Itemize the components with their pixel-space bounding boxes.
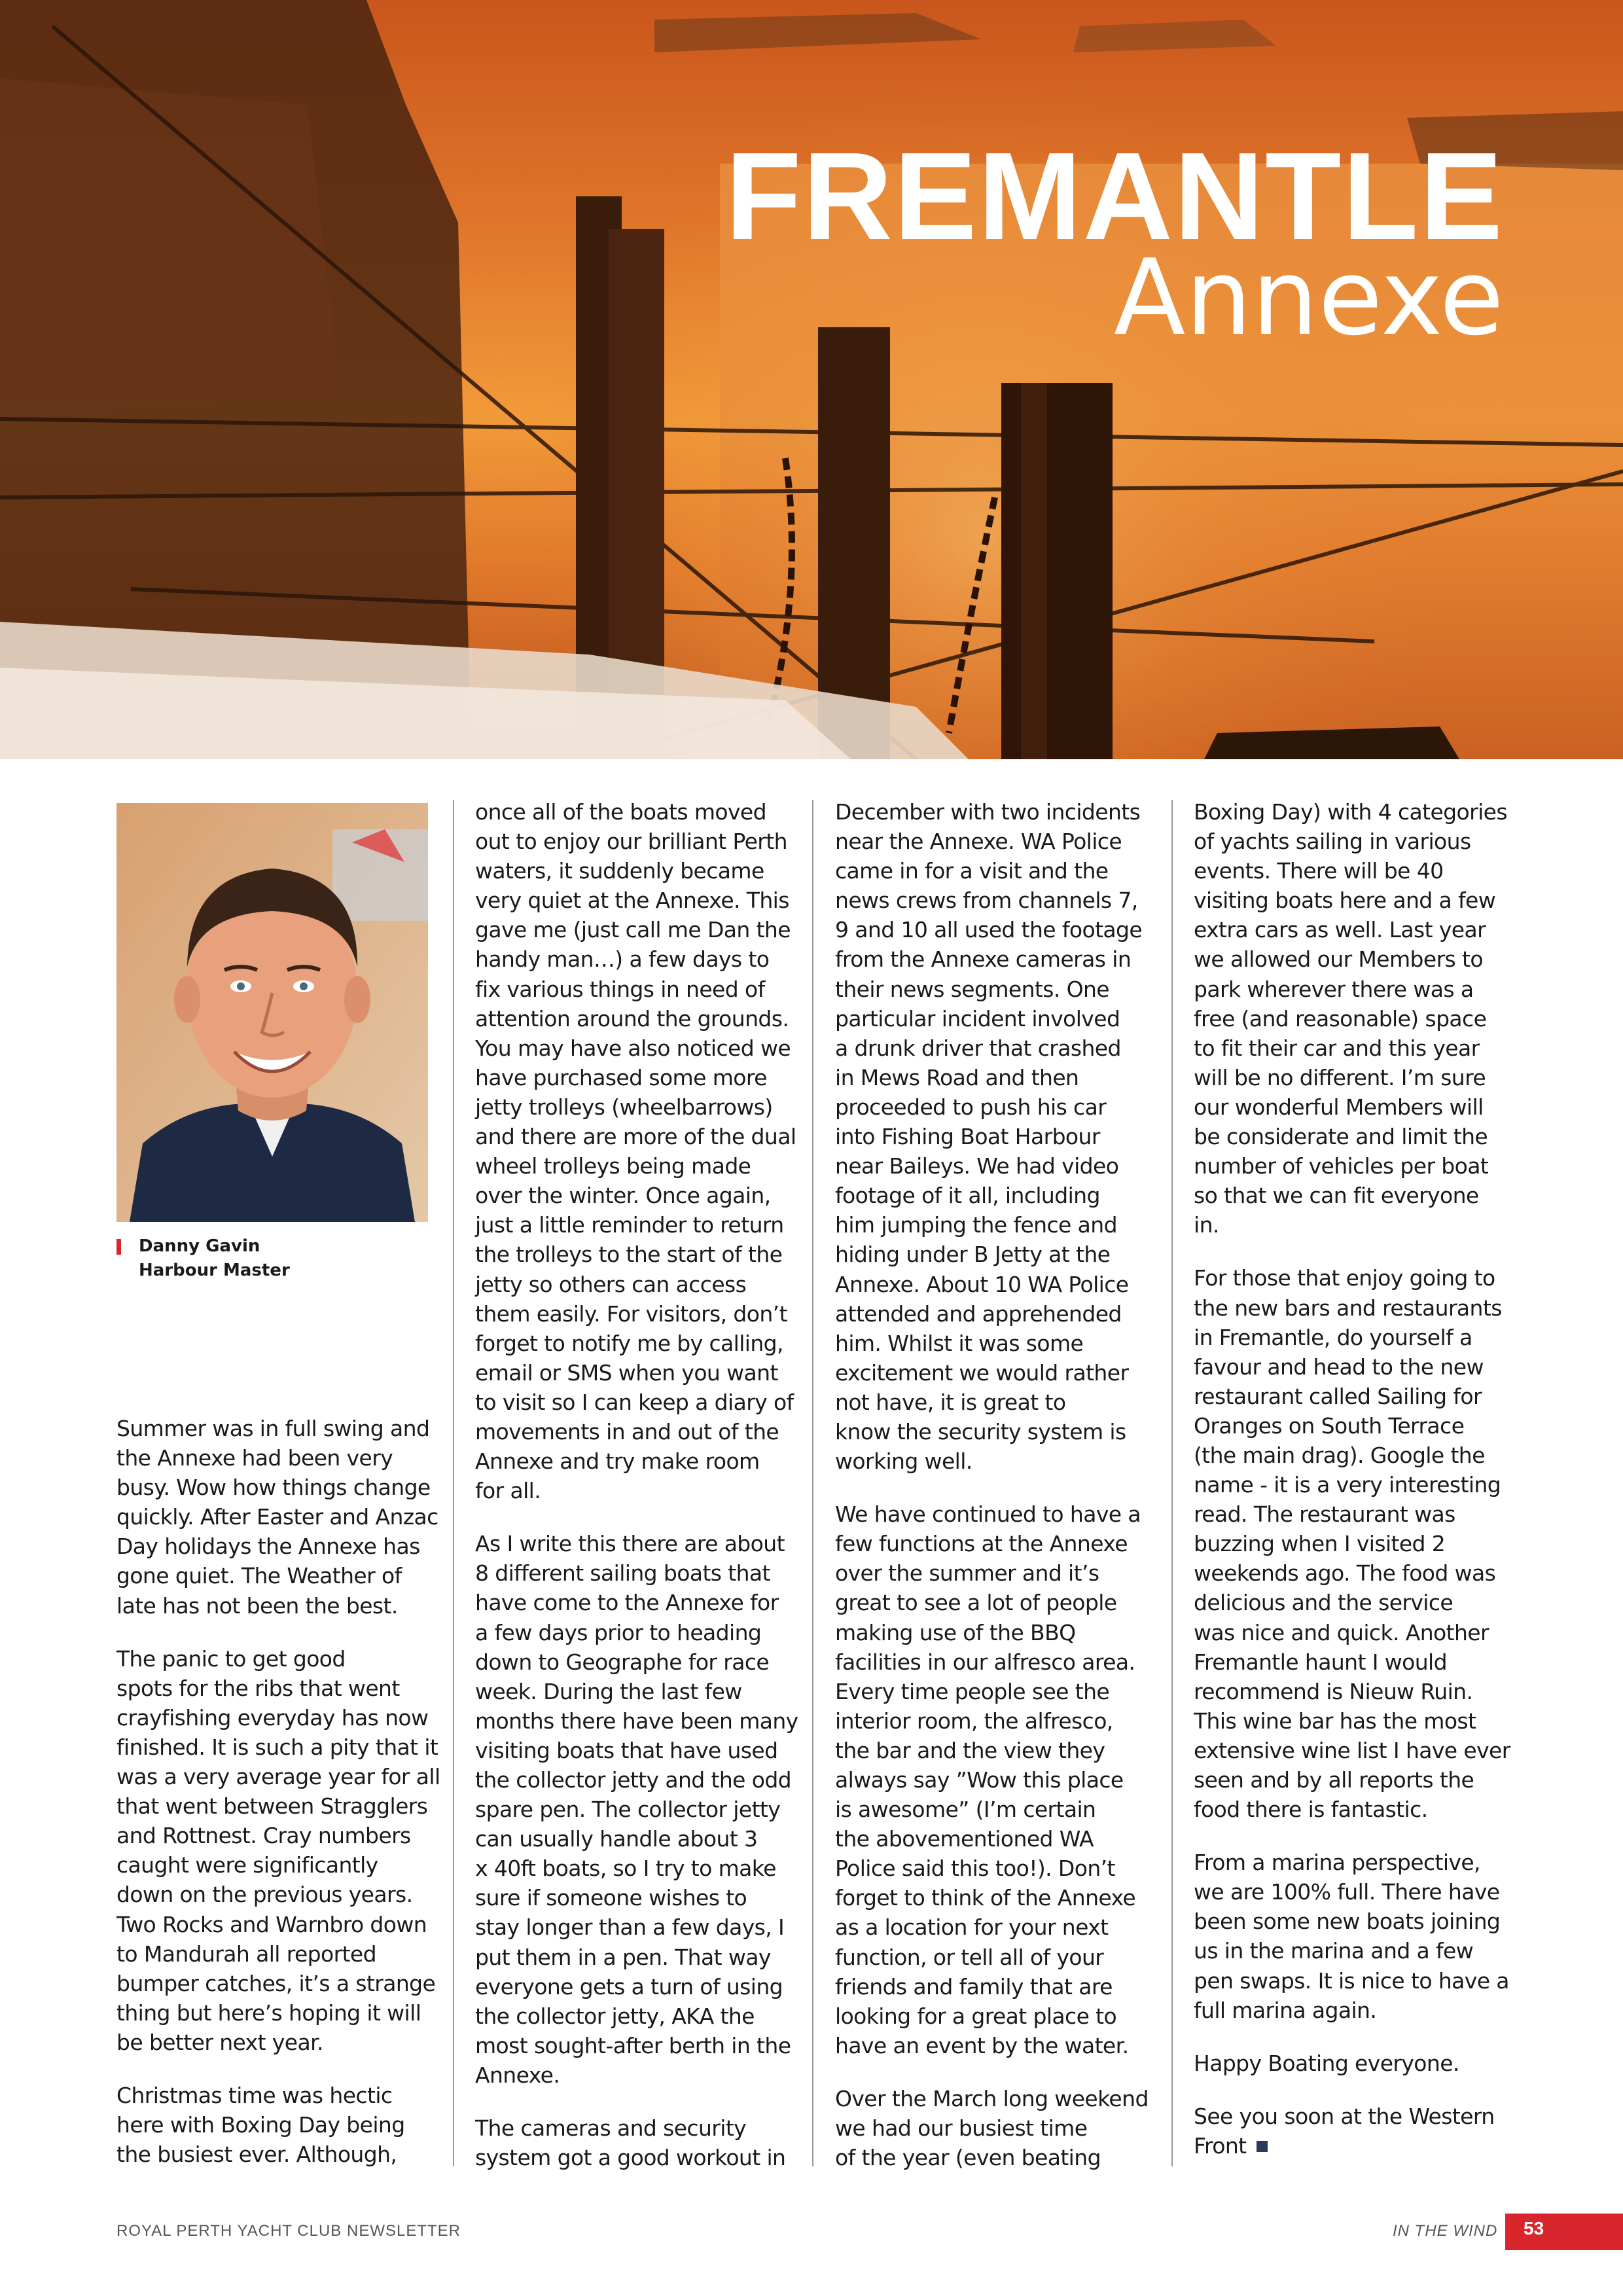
portrait-photo [116,803,428,1222]
article-paragraph [1194,2102,1508,2161]
text-line: Summer was in full swing and [116,1416,430,1441]
text-line: so that we can fit everyone [1194,1183,1479,1209]
text-line: Two Rocks and Warnbro down [116,1911,427,1937]
headline-annexe: Annexe [1113,236,1504,359]
text-line: favour and head to the new [1194,1354,1484,1380]
text-line: was a very average year for all [116,1764,440,1790]
text-line: down on the previous years. [116,1882,413,1908]
article-paragraph [1194,1848,1508,2025]
text-line: know the security system is [835,1418,1126,1444]
text-line: forget to think of the Annexe [835,1885,1136,1911]
text-line: over the summer and it’s [835,1560,1099,1587]
text-line: the new bars and restaurants [1194,1295,1502,1321]
text-line: him. Whilst it was some [835,1330,1084,1356]
text-line: week. During the last few [475,1678,742,1704]
text-line: looking for a great place to [835,2003,1117,2029]
text-line: See you soon at the Western [1194,2103,1495,2129]
marina-sunset-illustration [0,0,1623,759]
text-line: few functions at the Annexe [835,1531,1128,1557]
text-line: have purchased some more [475,1064,767,1090]
text-line: extensive wine list I have ever [1194,1737,1510,1763]
text-line: We have continued to have a [835,1501,1141,1528]
text-line: was nice and quick. Another [1194,1619,1489,1645]
text-line: thing but here’s hoping it will [116,2000,421,2026]
text-line: the bar and the view they [835,1737,1105,1763]
text-line: stay longer than a few days, I [475,1914,785,1941]
text-line: name - it is a very interesting [1194,1472,1501,1498]
text-line: Annexe and try make room [475,1448,760,1475]
text-line: Boxing Day) with 4 categories [1194,799,1507,825]
page-number-tab [1505,2214,1623,2250]
article-column-1 [116,1414,440,2169]
caption-role: Harbour Master [139,1261,290,1280]
text-line: excitement we would rather [835,1359,1129,1386]
text-line: of the year (even beating [835,2145,1101,2171]
text-line: gave me (just call me Dan the [475,917,791,943]
end-of-article-square-icon [1257,2141,1268,2152]
text-line: the collector jetty, AKA the [475,2003,755,2029]
text-line: 8 different sailing boats that [475,1560,770,1587]
text-line: December with two incidents [835,799,1141,825]
text-line: that went between Stragglers [116,1793,428,1820]
text-line: months there have been many [475,1708,798,1734]
text-line: wheel trolleys being made [475,1153,751,1179]
text-line: You may have also noticed we [475,1035,791,1061]
photo-caption [116,1234,418,1283]
text-line: the collector jetty and the odd [475,1767,792,1793]
text-line: full marina again. [1194,1997,1377,2023]
text-line: visiting boats here and a few [1194,888,1496,914]
text-line: in Mews Road and then [835,1064,1079,1090]
text-line: once all of the boats moved [475,799,766,825]
text-line: a drunk driver that crashed [835,1035,1121,1061]
text-line: handy man…) a few days to [475,946,770,973]
text-line: over the winter. Once again, [475,1183,771,1209]
text-line: waters, it suddenly became [475,858,764,884]
text-line: Annexe. [475,2062,560,2088]
text-line: visiting boats that have used [475,1737,778,1763]
text-line: As I write this there are about [475,1531,785,1557]
text-line: and Rottnest. Cray numbers [116,1823,411,1849]
caption-bar-icon [116,1239,121,1255]
text-line: park wherever there was a [1194,976,1474,1002]
text-line: sure if someone wishes to [475,1885,747,1911]
text-line: we are 100% full. There have [1194,1879,1500,1905]
text-line: down to Geographe for race [475,1649,770,1675]
footer-section: IN THE WIND [1393,2222,1498,2240]
text-line: interior room, the alfresco, [835,1708,1113,1734]
text-line: be better next year. [116,2029,323,2055]
column-divider [812,800,813,2166]
text-line: our wonderful Members will [1194,1094,1484,1120]
text-line: delicious and the service [1194,1590,1454,1616]
text-line: Oranges on South Terrace [1194,1412,1465,1439]
text-line: very quiet at the Annexe. This [475,888,789,914]
text-line: been some new boats joining [1194,1909,1501,1935]
text-line: have come to the Annexe for [475,1590,779,1616]
text-line: spare pen. The collector jetty [475,1797,781,1823]
text-line: free (and reasonable) space [1194,1005,1487,1031]
text-line: not have, it is great to [835,1389,1066,1415]
text-line: gone quiet. The Weather of [116,1563,402,1589]
text-line: recommend is Nieuw Ruin. [1194,1678,1473,1704]
text-line: most sought-after berth in the [475,2032,791,2058]
text-line: we had our busiest time [835,2115,1088,2142]
text-line: extra cars as well. Last year [1194,917,1486,943]
text-line: pen swaps. It is nice to have a [1194,1967,1509,1994]
text-line: attention around the grounds. [475,1005,789,1031]
text-line: function, or tell all of your [835,1944,1104,1970]
text-line: crayfishing everyday has now [116,1704,429,1731]
text-line: events. There will be 40 [1194,858,1444,884]
footer-publication: ROYAL PERTH YACHT CLUB NEWSLETTER [116,2222,461,2240]
text-line: For those that enjoy going to [1194,1265,1495,1291]
text-line: food there is fantastic. [1194,1797,1428,1823]
column-divider [1171,800,1173,2166]
text-line: came in for a visit and the [835,858,1109,884]
text-line: making use of the BBQ [835,1619,1076,1645]
text-line: friends and family that are [835,1973,1113,2000]
column-divider [453,800,454,2166]
text-line: the abovementioned WA [835,1826,1094,1852]
text-line: spots for the ribs that went [116,1675,400,1701]
hero-photo-marina-sunset [0,0,1623,759]
text-line: The cameras and security [475,2115,747,2142]
text-line: from the Annexe cameras in [835,946,1132,973]
text-line: put them in a pen. That way [475,1944,771,1970]
text-line: will be no different. I’m sure [1194,1064,1486,1090]
text-line: email or SMS when you want [475,1359,778,1386]
text-line: great to see a lot of people [835,1590,1117,1616]
text-line: fix various things in need of [475,976,765,1002]
text-line: Happy Boating everyone. [1194,2050,1459,2076]
article-paragraph [475,2113,789,2172]
text-line: in Fremantle, do yourself a [1194,1324,1472,1350]
text-line: him jumping the fence and [835,1212,1117,1238]
text-line: From a marina perspective, [1194,1850,1480,1876]
article-column-3 [835,797,1149,2172]
article-paragraph [1194,797,1508,1240]
portrait-illustration [116,803,428,1222]
text-line: 9 and 10 all used the footage [835,917,1143,943]
text-line: jetty so others can access [475,1271,747,1297]
text-line: the trolleys to the start of the [475,1242,783,1268]
text-line: Annexe. About 10 WA Police [835,1271,1129,1297]
text-line: Police said this too!). Don’t [835,1856,1115,1882]
text-line: out to enjoy our brilliant Perth [475,829,787,855]
text-line: near the Annexe. WA Police [835,829,1122,855]
text-line: quickly. After Easter and Anzac [116,1504,438,1530]
text-line: jetty trolleys (wheelbarrows) [475,1094,773,1120]
text-line: buzzing when I visited 2 [1194,1531,1446,1557]
text-line: proceeded to push his car [835,1094,1107,1120]
text-line: the busiest ever. Although, [116,2142,397,2168]
article-paragraph [835,2084,1149,2172]
article-paragraph [475,797,796,1505]
text-line: Day holidays the Annexe has [116,1534,420,1560]
article-paragraph [1194,1263,1508,1824]
text-line: attended and apprehended [835,1300,1122,1327]
text-line: footage of it all, including [835,1183,1100,1209]
text-line: to fit their car and this year [1194,1035,1480,1061]
text-line: everyone gets a turn of using [475,1973,783,2000]
text-line: always say ”Wow this place [835,1767,1124,1793]
headline-fremantle: FREMANTLE [725,127,1504,266]
text-line: (the main drag). Google the [1194,1442,1485,1468]
text-line: to Mandurah all reported [116,1941,376,1967]
text-line: for all. [475,1478,541,1504]
text-line: of yachts sailing in various [1194,829,1471,855]
text-line: we allowed our Members to [1194,946,1483,973]
article-paragraph [116,2081,431,2169]
text-line: in. [1194,1212,1219,1238]
text-line: x 40ft boats, so I try to make [475,1856,776,1882]
article-paragraph [835,797,1149,1476]
text-line: is awesome” (I’m certain [835,1797,1096,1823]
text-line: here with Boxing Day being [116,2112,405,2138]
text-line: The panic to get good [116,1645,346,1672]
text-line: number of vehicles per boat [1194,1153,1489,1179]
text-line: Fremantle haunt I would [1194,1649,1447,1675]
text-line: read. The restaurant was [1194,1501,1455,1528]
article-paragraph [116,1644,440,2057]
text-line: us in the marina and a few [1194,1938,1474,1964]
text-line: to visit so I can keep a diary of [475,1389,794,1415]
article-paragraph [1194,2049,1508,2078]
page-number: 53 [1524,2218,1544,2238]
text-line: the Annexe had been very [116,1445,393,1471]
text-line: restaurant called Sailing for [1194,1383,1482,1409]
text-line: working well. [835,1448,972,1475]
text-line: busy. Wow how things change [116,1475,431,1501]
caption-name: Danny Gavin [139,1236,260,1256]
article-column-2 [475,797,798,2172]
text-line: a few days prior to heading [475,1619,762,1645]
article-paragraph [835,1499,1149,2060]
text-line: Over the March long weekend [835,2085,1149,2111]
text-line: caught were significantly [116,1852,378,1878]
text-line: their news segments. One [835,976,1109,1002]
text-line: facilities in our alfresco area. [835,1649,1135,1675]
text-line: Christmas time was hectic [116,2082,393,2108]
text-line: hiding under B Jetty at the [835,1242,1111,1268]
text-line: weekends ago. The food was [1194,1560,1496,1587]
text-line: finished. It is such a pity that it [116,1734,438,1760]
text-line: just a little reminder to return [475,1212,784,1238]
text-line: can usually handle about 3 [475,1826,758,1852]
text-line: forget to notify me by calling, [475,1330,783,1356]
text-line: This wine bar has the most [1194,1708,1476,1734]
text-line: bumper catches, it’s a strange [116,1970,436,1996]
text-line: Every time people see the [835,1678,1110,1704]
text-line: into Fishing Boat Harbour [835,1124,1100,1150]
text-line: have an event by the water. [835,2032,1129,2058]
text-line: seen and by all reports the [1194,1767,1474,1793]
text-line: particular incident involved [835,1005,1120,1031]
text-line: near Baileys. We had video [835,1153,1119,1179]
article-paragraph [116,1414,438,1621]
text-line: news crews from channels 7, [835,888,1138,914]
article-paragraph [475,1529,798,2090]
text-line: Front [1194,2131,1508,2161]
text-line: movements in and out of the [475,1418,779,1444]
text-line: and there are more of the dual [475,1124,796,1150]
text-line: late has not been the best. [116,1592,398,1619]
text-line: them easily. For visitors, don’t [475,1300,787,1327]
text-line: as a location for your next [835,1914,1109,1941]
text-line: system got a good workout in [475,2145,786,2171]
article-column-4 [1194,797,1508,2161]
text-line: be considerate and limit the [1194,1124,1488,1150]
